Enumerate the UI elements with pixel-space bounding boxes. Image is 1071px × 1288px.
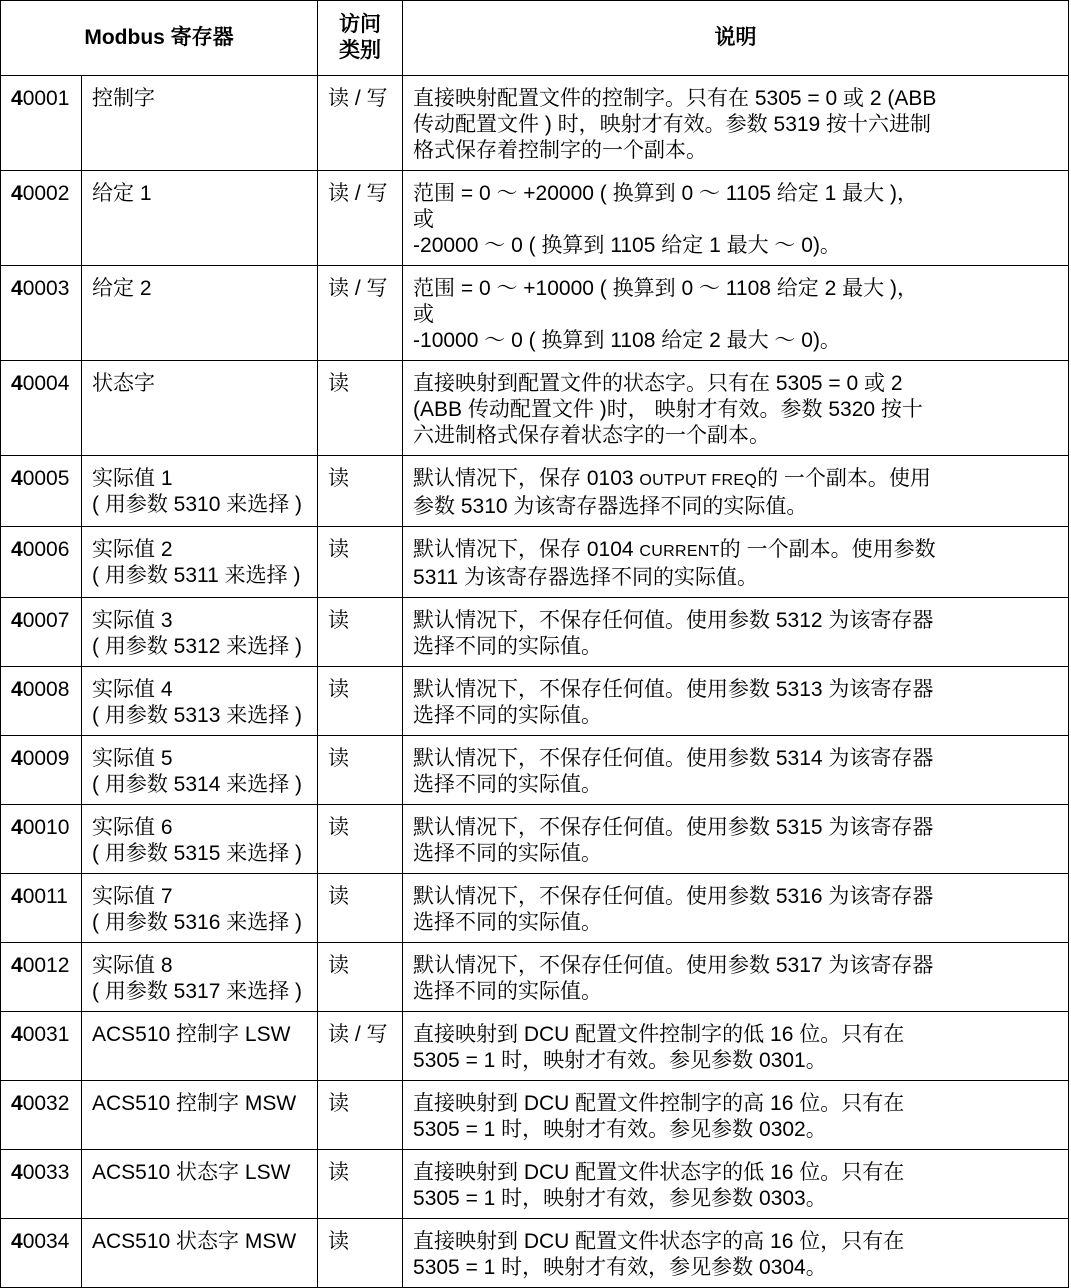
register-number <box>1 1081 82 1150</box>
table-row <box>1 1012 1069 1081</box>
access-type <box>318 171 403 266</box>
register-description <box>403 76 1069 171</box>
register-number-prefix: 4 <box>11 747 23 770</box>
access-type-label: 读 <box>328 1092 350 1115</box>
register-number-rest: 0004 <box>22 372 70 395</box>
table-row <box>1 736 1069 805</box>
table-header-row <box>1 1 1069 76</box>
register-number-rest: 0032 <box>22 1092 70 1115</box>
register-name-line: 状态字 <box>92 372 155 395</box>
description-line: 或 <box>413 208 435 231</box>
description-line: 5311 为该寄存器选择不同的实际值。 <box>413 566 759 589</box>
description-line: 六进制格式保存着状态字的一个副本。 <box>413 424 771 447</box>
register-number <box>1 76 82 171</box>
access-type-label: 读 <box>328 467 350 490</box>
description-line: 默认情况下，不保存任何值。使用参数 5312 为该寄存器 <box>413 609 934 632</box>
parameter-name: OUTPUT FREQ <box>639 472 758 489</box>
register-number-rest: 0034 <box>22 1230 70 1253</box>
register-description <box>403 171 1069 266</box>
register-name <box>82 266 318 361</box>
description-line: 直接映射到配置文件的状态字。只有在 5305 = 0 或 2 <box>413 372 903 395</box>
description-line: 传动配置文件 ) 时，映射才有效。参数 5319 按十六进制 <box>413 113 932 136</box>
register-number <box>1 1012 82 1081</box>
description-fragment: 默认情况下，保存 0104 <box>413 538 640 561</box>
table-row <box>1 171 1069 266</box>
description-line: 选择不同的实际值。 <box>413 980 603 1003</box>
register-number-prefix: 4 <box>11 87 23 110</box>
register-number-prefix: 4 <box>11 885 23 908</box>
register-name-line: 实际值 2 <box>92 538 173 561</box>
register-number-prefix: 4 <box>11 1230 23 1253</box>
register-number-prefix: 4 <box>11 1092 23 1115</box>
register-name-line: ACS510 控制字 LSW <box>92 1023 291 1046</box>
register-description <box>403 1081 1069 1150</box>
description-line <box>413 537 1058 565</box>
register-number-rest: 0009 <box>22 747 70 770</box>
register-description <box>403 1012 1069 1081</box>
description-line: 参数 5310 为该寄存器选择不同的实际值。 <box>413 495 808 518</box>
table-row <box>1 805 1069 874</box>
register-number-prefix: 4 <box>11 609 23 632</box>
register-name-line: 给定 2 <box>92 277 152 300</box>
register-number <box>1 943 82 1012</box>
description-line: -20000 ～ 0 ( 换算到 1105 给定 1 最大 ～ 0)。 <box>413 234 841 257</box>
register-description <box>403 456 1069 527</box>
register-name-line: 控制字 <box>92 87 155 110</box>
register-number <box>1 266 82 361</box>
access-type <box>318 527 403 598</box>
description-line: (ABB 传动配置文件 )时， 映射才有效。参数 5320 按十 <box>413 398 923 421</box>
register-name-line: ( 用参数 5316 来选择 ) <box>92 911 303 934</box>
register-name <box>82 667 318 736</box>
register-number <box>1 598 82 667</box>
access-type <box>318 1081 403 1150</box>
register-number-prefix: 4 <box>11 954 23 977</box>
register-name <box>82 171 318 266</box>
table-row <box>1 943 1069 1012</box>
access-type <box>318 456 403 527</box>
description-line: 选择不同的实际值。 <box>413 842 603 865</box>
register-number-prefix: 4 <box>11 538 23 561</box>
register-number <box>1 805 82 874</box>
description-line: 5305 = 1 时，映射才有效。参见参数 0301。 <box>413 1049 827 1072</box>
access-type <box>318 361 403 456</box>
access-type-label: 读 <box>328 678 350 701</box>
table-row <box>1 874 1069 943</box>
description-line: 直接映射到 DCU 配置文件状态字的低 16 位。只有在 <box>413 1161 905 1184</box>
register-name-line: ACS510 状态字 MSW <box>92 1230 297 1253</box>
register-number-rest: 0007 <box>22 609 70 632</box>
register-number-prefix: 4 <box>11 816 23 839</box>
register-name <box>82 1081 318 1150</box>
register-number-rest: 0012 <box>22 954 70 977</box>
access-type <box>318 943 403 1012</box>
access-type-label: 读 <box>328 816 350 839</box>
register-name-line: 实际值 3 <box>92 609 173 632</box>
register-description <box>403 943 1069 1012</box>
register-name-line: 实际值 1 <box>92 467 173 490</box>
register-name <box>82 1150 318 1219</box>
register-number-prefix: 4 <box>11 277 23 300</box>
table-row <box>1 266 1069 361</box>
register-description <box>403 805 1069 874</box>
register-name <box>82 805 318 874</box>
table-row <box>1 1081 1069 1150</box>
header-register <box>1 1 318 76</box>
description-line: -10000 ～ 0 ( 换算到 1108 给定 2 最大 ～ 0)。 <box>413 329 841 352</box>
access-type-label: 读 <box>328 372 350 395</box>
access-type <box>318 1219 403 1288</box>
access-type-label: 读 <box>328 1161 350 1184</box>
register-name-line: ( 用参数 5312 来选择 ) <box>92 635 303 658</box>
register-name <box>82 76 318 171</box>
register-number-rest: 0010 <box>22 816 70 839</box>
table-row <box>1 1150 1069 1219</box>
register-description <box>403 1219 1069 1288</box>
register-name-line: 给定 1 <box>92 182 152 205</box>
register-number-rest: 0006 <box>22 538 70 561</box>
register-description <box>403 361 1069 456</box>
register-number <box>1 1219 82 1288</box>
register-name-line: ( 用参数 5317 来选择 ) <box>92 980 303 1003</box>
description-line: 范围 = 0 ～ +20000 ( 换算到 0 ～ 1105 给定 1 最大 )， <box>413 182 918 205</box>
register-name <box>82 874 318 943</box>
register-number-prefix: 4 <box>11 372 23 395</box>
register-name <box>82 736 318 805</box>
register-number <box>1 527 82 598</box>
register-number <box>1 1150 82 1219</box>
description-line: 5305 = 1 时，映射才有效，参见参数 0303。 <box>413 1187 827 1210</box>
description-line: 直接映射配置文件的控制字。只有在 5305 = 0 或 2 (ABB <box>413 87 937 110</box>
register-number <box>1 361 82 456</box>
access-type-label: 读 <box>328 1230 350 1253</box>
register-number-prefix: 4 <box>11 678 23 701</box>
description-line: 直接映射到 DCU 配置文件状态字的高 16 位，只有在 <box>413 1230 905 1253</box>
description-line: 选择不同的实际值。 <box>413 773 603 796</box>
register-number-rest: 0011 <box>22 885 68 908</box>
register-name <box>82 456 318 527</box>
table-row <box>1 76 1069 171</box>
description-line: 格式保存着控制字的一个副本。 <box>413 139 708 162</box>
register-number <box>1 171 82 266</box>
access-type-label: 读 / 写 <box>328 182 388 205</box>
register-number-rest: 0002 <box>22 182 70 205</box>
register-number-prefix: 4 <box>11 1161 23 1184</box>
access-type <box>318 874 403 943</box>
register-name-line: ( 用参数 5315 来选择 ) <box>92 842 303 865</box>
description-line: 默认情况下，不保存任何值。使用参数 5315 为该寄存器 <box>413 816 934 839</box>
register-description <box>403 874 1069 943</box>
access-type <box>318 266 403 361</box>
register-number-rest: 0033 <box>22 1161 70 1184</box>
access-type-label: 读 / 写 <box>328 1023 388 1046</box>
access-type <box>318 1150 403 1219</box>
table-row <box>1 527 1069 598</box>
description-line: 默认情况下，不保存任何值。使用参数 5314 为该寄存器 <box>413 747 934 770</box>
register-name-line: 实际值 6 <box>92 816 173 839</box>
parameter-name: CURRENT <box>639 543 720 560</box>
register-name-line: ( 用参数 5311 来选择 ) <box>92 564 301 587</box>
register-number-prefix: 4 <box>11 182 23 205</box>
access-type <box>318 1012 403 1081</box>
table-row <box>1 456 1069 527</box>
description-line: 范围 = 0 ～ +10000 ( 换算到 0 ～ 1108 给定 2 最大 )， <box>413 277 918 300</box>
description-line: 或 <box>413 303 435 326</box>
access-type <box>318 805 403 874</box>
register-number-rest: 0031 <box>22 1023 70 1046</box>
header-description-label: 说明 <box>714 26 757 49</box>
access-type-label: 读 / 写 <box>328 277 388 300</box>
register-name <box>82 943 318 1012</box>
access-type-label: 读 <box>328 747 350 770</box>
register-name <box>82 361 318 456</box>
access-type <box>318 598 403 667</box>
register-description <box>403 598 1069 667</box>
register-number-rest: 0005 <box>22 467 70 490</box>
description-line: 默认情况下，不保存任何值。使用参数 5316 为该寄存器 <box>413 885 934 908</box>
header-access-line-1: 访问 <box>339 13 382 36</box>
register-number-rest: 0003 <box>22 277 70 300</box>
description-line: 默认情况下，不保存任何值。使用参数 5313 为该寄存器 <box>413 678 934 701</box>
register-description <box>403 1150 1069 1219</box>
table-row <box>1 598 1069 667</box>
register-number <box>1 456 82 527</box>
description-line: 5305 = 1 时，映射才有效。参见参数 0302。 <box>413 1118 827 1141</box>
register-name-line: 实际值 4 <box>92 678 173 701</box>
description-line: 选择不同的实际值。 <box>413 911 603 934</box>
register-description <box>403 527 1069 598</box>
register-description <box>403 266 1069 361</box>
header-register-label: Modbus 寄存器 <box>84 26 234 49</box>
register-number <box>1 736 82 805</box>
header-access <box>318 1 403 76</box>
access-type-label: 读 <box>328 885 350 908</box>
access-type-label: 读 <box>328 954 350 977</box>
register-name-line: 实际值 8 <box>92 954 173 977</box>
access-type <box>318 76 403 171</box>
description-line: 5305 = 1 时，映射才有效，参见参数 0304。 <box>413 1256 827 1279</box>
description-line: 选择不同的实际值。 <box>413 704 603 727</box>
description-line: 直接映射到 DCU 配置文件控制字的高 16 位。只有在 <box>413 1092 905 1115</box>
register-number-rest: 0001 <box>22 87 70 110</box>
access-type-label: 读 <box>328 538 350 561</box>
register-number <box>1 874 82 943</box>
access-type <box>318 736 403 805</box>
table-row <box>1 361 1069 456</box>
register-number-prefix: 4 <box>11 467 23 490</box>
access-type-label: 读 / 写 <box>328 87 388 110</box>
register-name <box>82 1219 318 1288</box>
register-number <box>1 667 82 736</box>
description-line: 选择不同的实际值。 <box>413 635 603 658</box>
register-name-line: 实际值 7 <box>92 885 173 908</box>
register-description <box>403 736 1069 805</box>
header-access-line-2: 类别 <box>339 39 382 62</box>
register-description <box>403 667 1069 736</box>
description-line: 默认情况下，不保存任何值。使用参数 5317 为该寄存器 <box>413 954 934 977</box>
register-name-line: 实际值 5 <box>92 747 173 770</box>
description-line: 直接映射到 DCU 配置文件控制字的低 16 位。只有在 <box>413 1023 905 1046</box>
access-type <box>318 667 403 736</box>
register-name-line: ACS510 控制字 MSW <box>92 1092 297 1115</box>
table-row <box>1 1219 1069 1288</box>
register-name-line: ( 用参数 5313 来选择 ) <box>92 704 303 727</box>
register-name-line: ( 用参数 5310 来选择 ) <box>92 493 303 516</box>
description-fragment: 默认情况下，保存 0103 <box>413 467 640 490</box>
register-number-rest: 0008 <box>22 678 70 701</box>
register-name-line: ( 用参数 5314 来选择 ) <box>92 773 303 796</box>
description-line <box>413 466 1058 494</box>
access-type-label: 读 <box>328 609 350 632</box>
register-name <box>82 598 318 667</box>
header-description <box>403 1 1069 76</box>
table-row <box>1 667 1069 736</box>
register-number-prefix: 4 <box>11 1023 23 1046</box>
register-name <box>82 527 318 598</box>
register-name <box>82 1012 318 1081</box>
description-fragment: 的 一个副本。使用参数 <box>719 538 936 561</box>
description-fragment: 的 一个副本。使用 <box>757 467 931 490</box>
register-name-line: ACS510 状态字 LSW <box>92 1161 291 1184</box>
